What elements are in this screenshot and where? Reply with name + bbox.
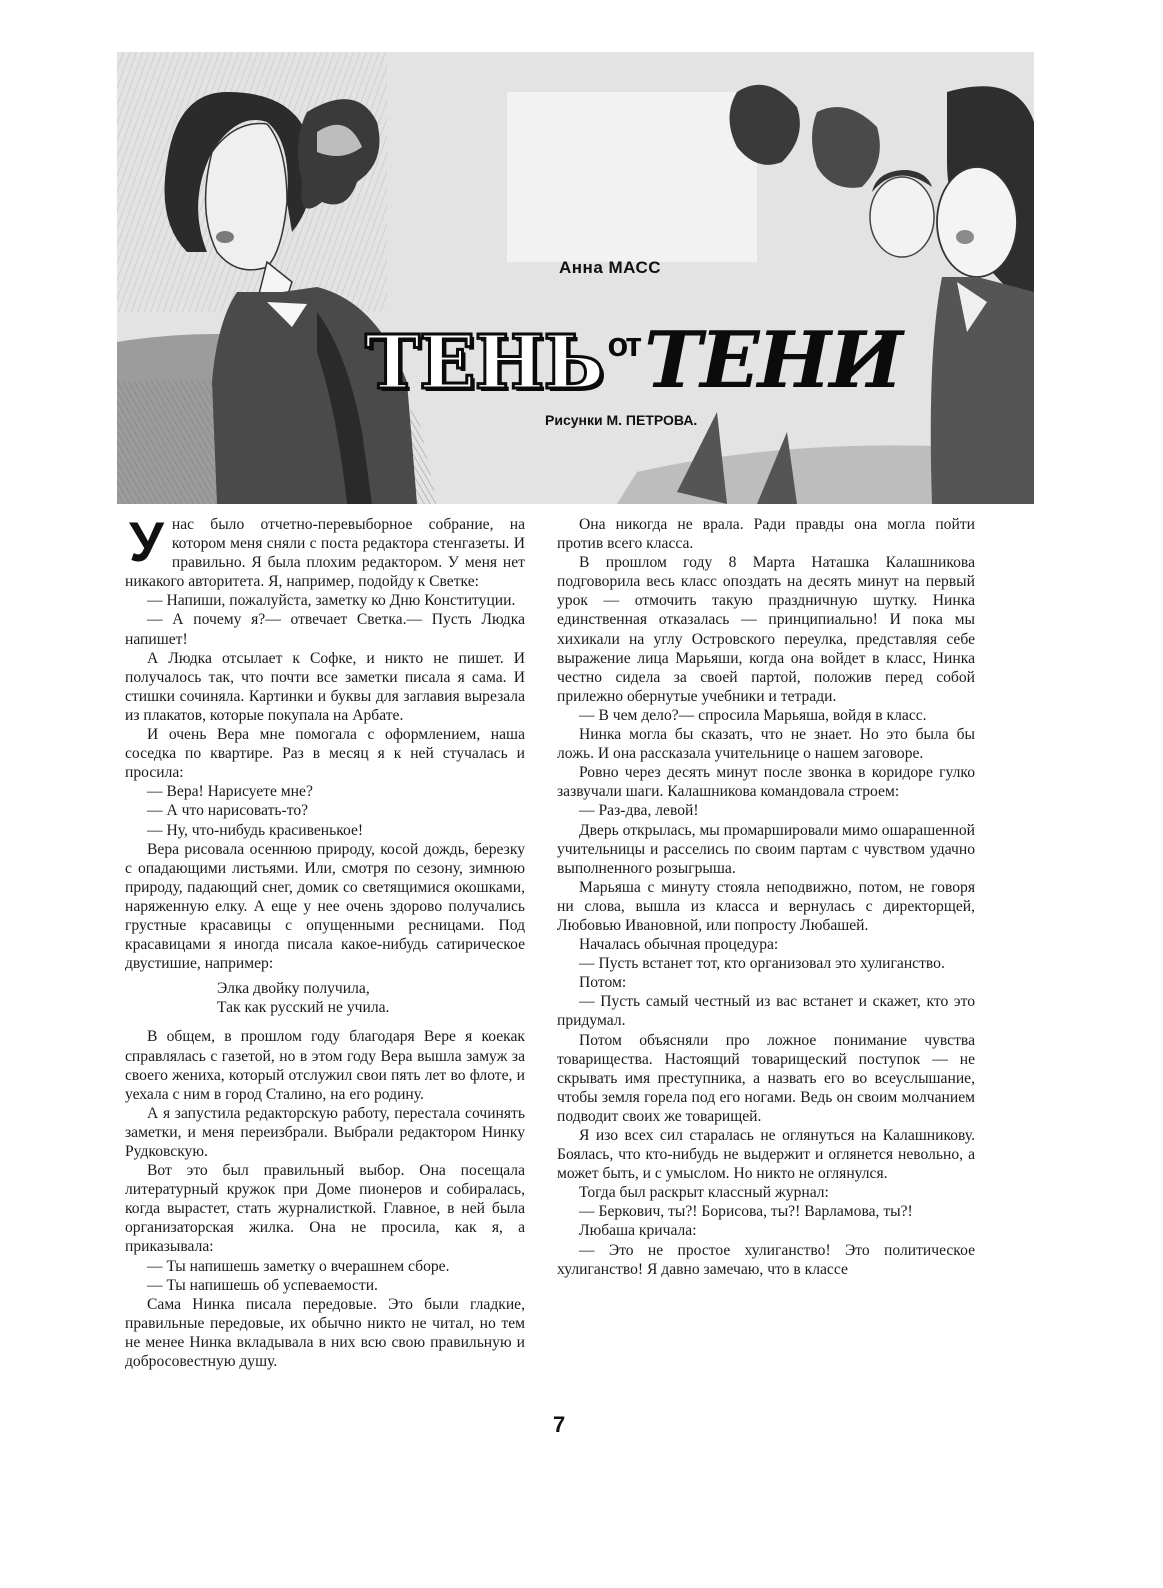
- paragraph: — Ну, что-нибудь красивенькое!: [147, 821, 364, 839]
- paragraph: Дверь открылась, мы промаршировали мимо ошарашенной учительницы и расселись по своим партам с чувством удачно выполненного розыгрыша.: [557, 821, 975, 877]
- article-column-right: [557, 515, 975, 1279]
- illustrator-credit: Рисунки М. ПЕТРОВА.: [545, 412, 698, 428]
- paragraph: Началась обычная процедура:: [579, 936, 779, 954]
- title-word-shade: ТЕНИ: [644, 315, 901, 406]
- paragraph: Вера рисовала осеннюю природу, косой дождь, березку с опадающими листьями. Или, смотря по сезону, зимнюю природу, падающий снег, домик со светящимися окошками, наряженную елку. А еще у нее очень здорово получались грустные красавицы с опущенными ресницами. Под красавицами я иногда писала какое-нибудь сатирическое двустишие, например:: [125, 840, 525, 973]
- paragraph: А я запустила редакторскую работу, перестала сочинять заметки, и меня переизбрали. Выбрали редактором Нинку Рудковскую.: [125, 1104, 525, 1160]
- article-column-left: [125, 510, 525, 1371]
- paragraph: Ровно через десять минут после звонка в коридоре гулко зазвучали шаги. Калашникова командовала строем:: [557, 764, 975, 801]
- title-word-from: от: [607, 326, 641, 364]
- paragraph: — Беркович, ты?! Борисова, ты?! Варламова, ты?!: [579, 1203, 913, 1221]
- paragraph: Потом объясняли про ложное понимание чувства товарищества. Настоящий товарищеский поступок — не скрывать имя преступника, а назвать его во всеуслышание, чтобы земля горела под его ногами. Ведь он своим молчанием подводит своих же товарищей.: [557, 1031, 975, 1125]
- paragraph: — Напиши, пожалуйста, заметку ко Дню Конституции.: [147, 592, 516, 610]
- author-name: Анна МАСС: [559, 258, 662, 277]
- paragraph: — А что нарисовать-то?: [147, 802, 309, 820]
- paragraph: Марьяша с минуту стояла неподвижно, потом, не говоря ни слова, вышла из класса и вернулась с директорщей, Любовью Ивановной, или попросту Любашей.: [557, 878, 975, 934]
- paragraph: Я изо всех сил старалась не оглянуться на Калашникову. Боялась, что кто-нибудь не выдержит и оглянется невольно, а может быть, и с умыслом. Но никто не оглянулся.: [557, 1127, 975, 1183]
- paragraph: Тогда был раскрыт классный журнал:: [579, 1184, 829, 1202]
- paragraph: Вот это был правильный выбор. Она посещала литературный кружок при Доме пионеров и собиралась, когда вырастет, стать журналисткой. Главное, в ней была организаторская жилка. Она не просила, как я, а приказывала:: [125, 1162, 525, 1256]
- poem-line: Элка двойку получила,: [217, 980, 370, 998]
- paragraph: Потом:: [579, 974, 627, 992]
- paragraph: Нинка могла бы сказать, что не знает. Но это была бы ложь. И она рассказала учительнице о нашем заговоре.: [557, 726, 975, 763]
- paragraph: — Ты напишешь заметку о вчерашнем сборе.: [147, 1257, 450, 1275]
- paragraph: Унас было отчетно-перевыборное собрание, на котором меня сняли с поста редактора стенгазеты. И правильно. Я была плохим редактором. У меня нет никакого авторитета. Я, например, подойду к Светке:: [125, 510, 525, 591]
- article-title: [365, 300, 901, 406]
- paragraph: Она никогда не врала. Ради правды она могла пойти против всего класса.: [557, 516, 975, 553]
- paragraph: В прошлом году 8 Марта Наташка Калашникова подговорила весь класс опоздать на десять минут на первый урок — отмочить такую праздничную шутку. Нинка единственная отказалась — принципиально! И пока мы хихикали на углу Островского переулка, представляя себе выражение лица Марьяши, когда она войдет в класс, Нинка честно сидела за своей партой, положив перед собой прилежно обернутые учебники и тетради.: [557, 554, 975, 705]
- paragraph: А Людка отсылает к Софке, и никто не пишет. И получалось так, что почти все заметки писала я сама. И стишки сочиняла. Картинки и буквы для заглавия вырезала из плакатов, которые покупала на Арбате.: [125, 649, 525, 724]
- paragraph: В общем, в прошлом году благодаря Вере я коекак справлялась с газетой, но в этом году Вера вышла замуж за своего жениха, который отслужил свои пять лет во флоте, и уехала с ним в город Сталино, на его родину.: [125, 1028, 525, 1103]
- paragraph: — Вера! Нарисуете мне?: [147, 783, 313, 801]
- title-word-shadow: ТЕНЬ: [365, 320, 604, 406]
- paragraph: — Ты напишешь об успеваемости.: [147, 1276, 378, 1294]
- paragraph: — Это не простое хулиганство! Это политическое хулиганство! Я давно замечаю, что в классе: [557, 1241, 975, 1278]
- poem-line: Так как русский не учила.: [217, 999, 390, 1017]
- header-illustration: [117, 52, 1034, 504]
- paragraph: — Пусть самый честный из вас встанет и скажет, кто это придумал.: [557, 993, 975, 1030]
- paragraph: Сама Нинка писала передовые. Это были гладкие, правильные передовые, их обычно никто не читал, но тем не менее Нинка вкладывала в них всю свою правильную и добросовестную душу.: [125, 1295, 525, 1371]
- paragraph: — Раз-два, левой!: [579, 802, 699, 820]
- paragraph: — А почему я?— отвечает Светка.— Пусть Людка напишет!: [125, 611, 525, 648]
- paragraph: Любаша кричала:: [579, 1222, 697, 1240]
- drop-cap: У: [129, 510, 164, 573]
- paragraph: И очень Вера мне помогала с оформлением, наша соседка по квартире. Раз в месяц я к ней стучалась и просила:: [125, 726, 525, 782]
- page-number: 7: [553, 1412, 566, 1437]
- paragraph: — Пусть встанет тот, кто организовал это хулиганство.: [579, 955, 945, 973]
- poem: [217, 979, 525, 1017]
- paragraph: — В чем дело?— спросила Марьяша, войдя в класс.: [579, 706, 927, 724]
